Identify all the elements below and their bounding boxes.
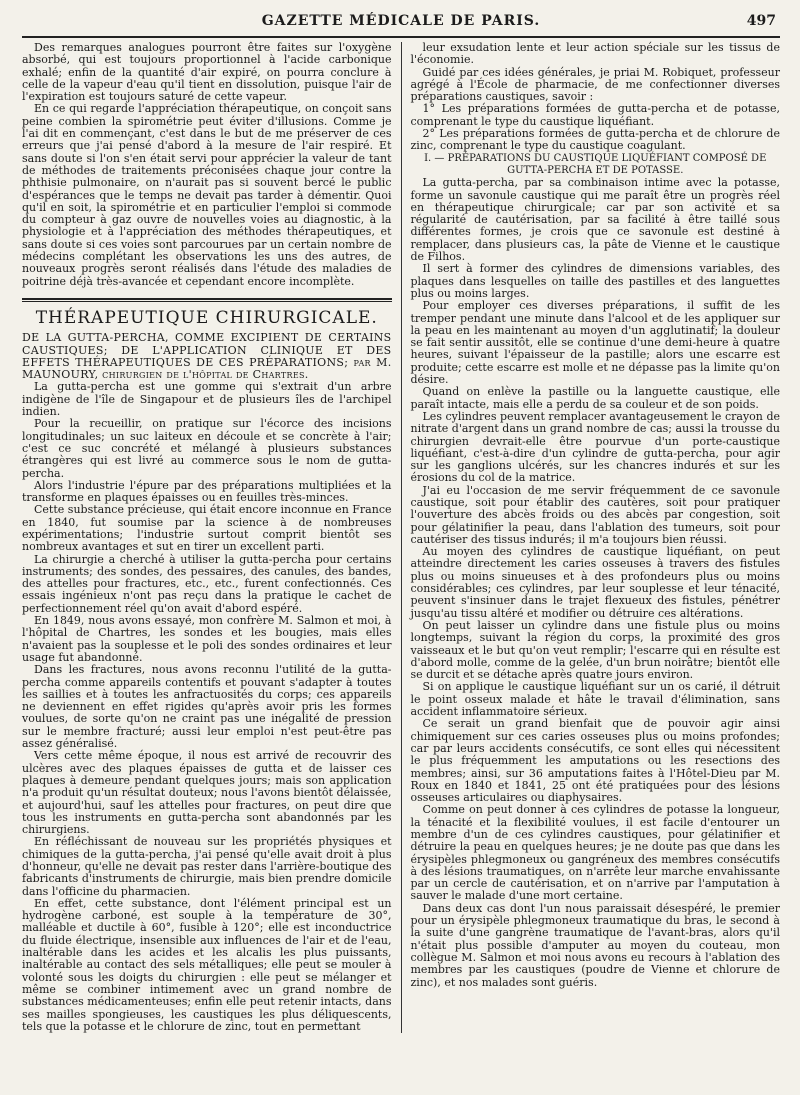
paragraph: En ce qui regarde l'appréciation thérapeutique, on conçoit sans peine combien la spirométrie peut éviter d'illusions. Comme je l'ai dit en commençant, c'est dans le but de me préserver de ces erreurs que j'ai pensé d'abord à la mesure de l'air respiré. Et sans doute si l'on s'en était servi pour apprécier la valeur de tant de méthodes de traitements préconisées chaque jour contre la phthisie pulmonaire, on n'aurait pas si souvent bercé le public d'espérances que le temps ne devait pas tarder à démentir. Quoi qu'il en soit, la spirométrie et en particulier l'emploi si commode du compteur à gaz ouvre de nouvelles voies au diagnostic, à la physiologie et à l'appréciation des méthodes thérapeutiques, et sans doute si ces voies sont parcourues par un certain nombre de médecins complétant les observations les uns des autres, de nouveaux progrès seront réalisés dans l'étude des maladies de poitrine déjà très-avancée et cependant encore incomplète. (22, 102, 392, 288)
paragraph: La gutta-percha, par sa combinaison intime avec la potasse, forme un savonule caustique qui me paraît être un progrès réel en thérapeutique chirurgicale; car par son activité et sa régularité de cautérisation, par sa facilité à être taillé sous différentes formes, je crois que ce savonule est destiné à remplacer, dans plusieurs cas, la pâte de Vienne et le caustique de Filhos. (410, 176, 780, 264)
paragraph: Pour employer ces diverses préparations, il suffit de les tremper pendant une minute dans l'alcool et de les appliquer sur la peau en les maintenant au moyen d'un agglutinatif; la douleur se fait sentir aussitôt, elle se continue d'une demi-heure à quatre heures, suivant l'épaisseur de la pastille; alors une escarre est produite; cette escarre est molle et ne dépasse pas la limite qu'on désire. (410, 299, 780, 387)
paragraph: Au moyen des cylindres de caustique liquéfiant, on peut atteindre directement les caries osseuses à travers des fistules plus ou moins sinueuses et à des profondeurs plus ou moins considérables; ces cylindres, par leur souplesse et leur ténacité, peuvent s'insinuer dans le trajet flexueux des fistules, pénétrer jusqu'au tissu altéré et modifier ou détruire ces altérations. (410, 545, 780, 620)
left-column (22, 42, 401, 1033)
article-heading-text: DE LA GUTTA-PERCHA, COMME EXCIPIENT DE CERTAINS CAUSTIQUES; DE L'APPLICATION CLINIQUE ET DES EFFETS THÉRAPEUTIQUES DE CES PRÉPARATIONS; par M. MAUNOURY, chirurgien de l'hôpital de Chartres. (22, 331, 392, 382)
list-item: 1° Les préparations formées de gutta-percha et de potasse, comprenant le type du caustique liquéfiant. (410, 102, 780, 128)
paragraph: Les cylindres peuvent remplacer avantageusement le crayon de nitrate d'argent dans un grand nombre de cas; aussi la trousse du chirurgien devrait-elle être pourvue d'un porte-caustique liquéfiant, c'est-à-dire d'un cylindre de gutta-percha, pour agir sur les ganglions ulcérés, sur les chancres indurés et sur les érosions du col de la matrice. (410, 409, 780, 485)
paragraph: Alors l'industrie l'épure par des préparations multipliées et la transforme en plaques épaisses ou en feuilles très-minces. (22, 478, 392, 505)
paragraph: Dans les fractures, nous avons reconnu l'utilité de la gutta-percha comme appareils contentifs et pouvant s'adapter à toutes les saillies et à toutes les anfractuosités du corps; ces appareils ne deviennent en effet rigides qu'après avoir pris les formes voulues, de sorte qu'on ne craint pas une inégalité de pression sur le membre fracturé; aussi leur emploi n'est peut-être pas assez généralisé. (22, 663, 392, 751)
paragraph: En 1849, nous avons essayé, mon confrère M. Salmon et moi, à l'hôpital de Chartres, les sondes et les bougies, mais elles n'avaient pas la souplesse et le poli des sondes ordinaires et leur usage fut abandonné. (22, 614, 392, 664)
subsection-heading: I. — PRÉPARATIONS DU CAUSTIQUE LIQUÉFIANT COMPOSÉ DE GUTTA-PERCHA ET DE POTASSE. (424, 152, 767, 176)
right-column (401, 42, 781, 1033)
section-divider (22, 298, 392, 300)
paragraph: Ce serait un grand bienfait que de pouvoir agir ainsi chimiquement sur ces caries osseuses plus ou moins profondes; car par leurs accidents consécutifs, ce sont elles qui nécessitent le plus fréquemment les amputations ou les resections des membres; ainsi, sur 36 amputations faites à l'Hôtel-Dieu par M. Roux en 1840 et 1841, 25 ont été pratiquées pour des lésions osseuses articulaires ou diaphysaires. (410, 717, 780, 805)
paragraph: Quand on enlève la pastille ou la languette caustique, elle paraît intacte, mais elle a perdu de sa couleur et de son poids. (410, 385, 780, 411)
paragraph: Des remarques analogues pourront être faites sur l'oxygène absorbé, qui est toujours proportionnel à l'acide carbonique exhalé; enfin de la quantité d'air expiré, on pourra conclure à celle de la vapeur d'eau qu'il tient en dissolution, puisque l'air de l'expiration est toujours saturé de cette vapeur. (22, 41, 392, 104)
paragraph: Pour la recueillir, on pratique sur l'écorce des incisions longitudinales; un suc laiteux en découle et se concrète à l'air; c'est ce suc concrété et mélangé à plusieurs substances étrangères qui est livré au commerce sous le nom de gutta-percha. (22, 417, 392, 480)
text-columns (22, 42, 780, 1033)
list-item: 2° Les préparations formées de gutta-percha et de chlorure de zinc, comprenant le type du caustique coagulant. (410, 127, 780, 153)
paragraph: La gutta-percha est une gomme qui s'extrait d'un arbre indigène de l'île de Singapour et de plusieurs îles de l'archipel indien. (22, 380, 392, 419)
paragraph: Guidé par ces idées générales, je priai M. Robiquet, professeur agrégé à l'École de pharmacie, de me confectionner diverses préparations caustiques, savoir : (410, 65, 780, 104)
paragraph: Dans deux cas dont l'un nous paraissait désespéré, le premier pour un érysipèle phlegmoneux traumatique du bras, le second à la suite d'une gangrène traumatique de l'avant-bras, alors qu'il n'était plus possible d'amputer au moyen du couteau, mon collègue M. Salmon et moi nous avons eu recours à l'ablation des membres par les caustiques (poudre de Vienne et chlorure de zinc), et nos malades sont guéris. (410, 901, 780, 989)
paragraph: En effet, cette substance, dont l'élément principal est un hydrogène carboné, est souple à la température de 30°, malléable et ductile à 60°, fusible à 120°; elle est inconductrice du fluide électrique, insensible aux influences de l'air et de l'eau, inaltérable dans les acides et les alcalis les plus puissants, inaltérable au contact des sels métalliques; elle peut se mouler à volonté sous les doigts du chirurgien : elle peut se mélanger et même se combiner intimement avec un grand nombre de substances médicamenteuses; enfin elle peut retenir intacts, dans ses mailles spongieuses, les caustiques les plus déliquescents, tels que la potasse et le chlorure de zinc, tout en permettant (22, 896, 392, 1033)
journal-title: GAZETTE MÉDICALE DE PARIS. (261, 13, 541, 29)
paragraph: Vers cette même époque, il nous est arrivé de recouvrir des ulcères avec des plaques épaisses de gutta et de laisser ces plaques à demeure pendant quelques jours; mais son application n'a produit qu'un résultat douteux; nous l'avons bientôt délaissée, et aujourd'hui, sauf les attelles pour fractures, on peut dire que tous les instruments en gutta-percha sont abandonnés par les chirurgiens. (22, 749, 392, 837)
page-number: 497 (746, 13, 776, 29)
paragraph: Il sert à former des cylindres de dimensions variables, des plaques dans lesquelles on taille des pastilles et des languettes plus ou moins larges. (410, 262, 780, 300)
section-divider-thin (22, 301, 392, 302)
paragraph: La chirurgie a cherché à utiliser la gutta-percha pour certains instruments; des sondes, des pessaires, des canules, des bandes, des attelles pour fractures, etc., etc., furent confectionnés. Ces essais ingénieux n'ont pas reçu dans la pratique le cachet de perfectionnement réel qu'on avait d'abord espéré. (22, 552, 392, 615)
paragraph: Cette substance précieuse, qui était encore inconnue en France en 1840, fut soumise par la science à de nombreuses expérimentations; l'industrie surtout comprit bientôt ses nombreux avantages et sut en tirer un excellent parti. (22, 503, 392, 554)
section-title: THÉRAPEUTIQUE CHIRURGICALE. (35, 307, 378, 328)
paragraph: On peut laisser un cylindre dans une fistule plus ou moins longtemps, suivant la région du corps, la proximité des gros vaisseaux et le but qu'on veut remplir; l'escarre qui en résulte est d'abord molle, comme de la gelée, d'un brun noirâtre; bientôt elle se durcit et se détache après quatre jours environ. (410, 618, 780, 682)
running-head (22, 6, 780, 38)
paragraph: J'ai eu l'occasion de me servir fréquemment de ce savonule caustique, soit pour établir des cautères, soit pour pratiquer l'ouverture des abcès froids ou des abcès par congestion, soit pour gélatinifier la peau, dans l'ablation des tumeurs, soit pour cautériser des tissus indurés; il m'a toujours bien réussi. (410, 483, 780, 546)
paragraph: Comme on peut donner à ces cylindres de potasse la longueur, la ténacité et la flexibilité voulues, il est facile d'entourer un membre d'un de ces cylindres caustiques, pour gélatinifier et détruire la peau en quelques heures; je ne doute pas que dans les érysipèles phlegmoneux ou gangréneux des membres consécutifs à des lésions traumatiques, on n'arrête leur marche envahissante par un cercle de cautérisation, et on n'arrive par l'amputation à sauver le malade d'une mort certaine. (410, 803, 780, 903)
article-heading (22, 332, 392, 381)
paragraph: En réfléchissant de nouveau sur les propriétés physiques et chimiques de la gutta-percha, j'ai pensé qu'elle avait droit à plus d'honneur, qu'elle ne devait pas rester dans l'arrière-boutique des fabricants d'instruments de chirurgie, mais bien prendre domicile dans l'officine du pharmacien. (22, 835, 392, 898)
paragraph: leur exsudation lente et leur action spéciale sur les tissus de l'économie. (410, 41, 780, 67)
paragraph: Si on applique le caustique liquéfiant sur un os carié, il détruit le point osseux malade et hâte le travail d'élimination, sans accident inflammatoire sérieux. (410, 680, 780, 719)
